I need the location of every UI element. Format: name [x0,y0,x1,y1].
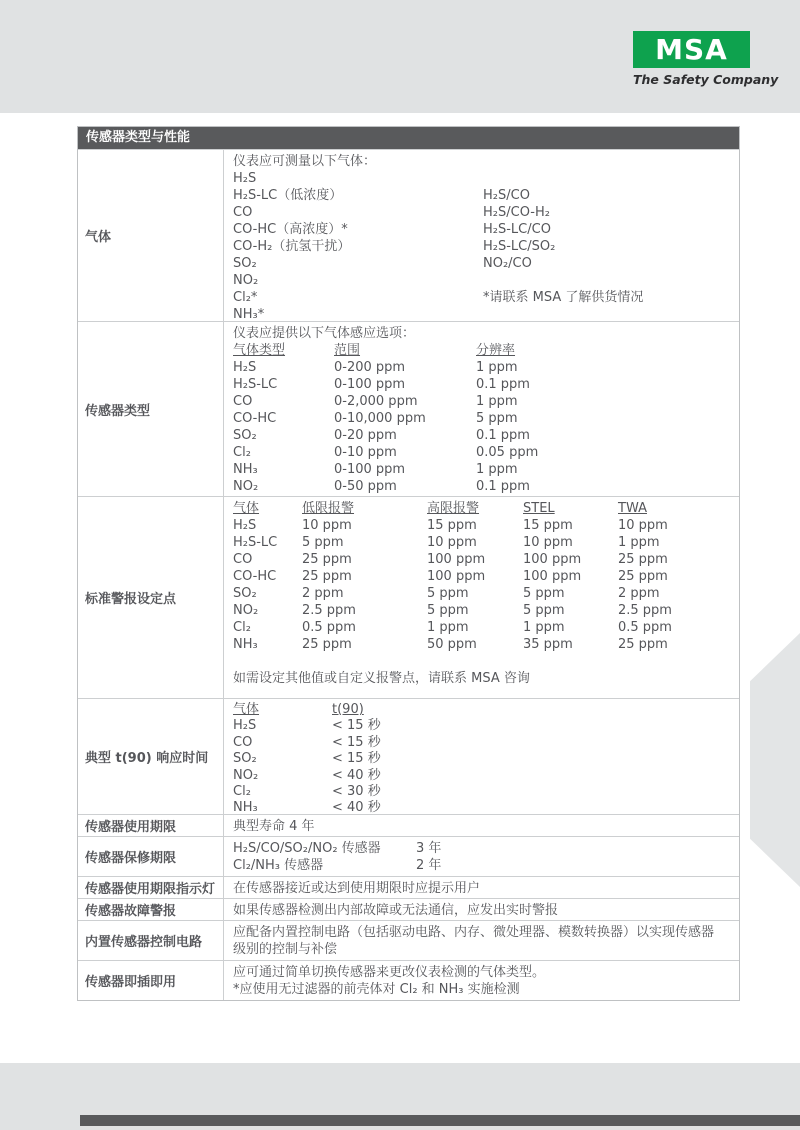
col-header-gas-type: 气体类型 [233,343,286,358]
row-warranty [78,836,739,876]
col-header-t90-gas: 气体 [233,702,260,717]
sensor-resolution: 1 ppm [476,360,518,375]
sensor-resolution: 0.1 ppm [476,479,530,494]
gas-name: SO₂ [233,256,257,271]
gas-combo: H₂S/CO [483,188,530,203]
warranty-sensors: Cl₂/NH₃ 传感器 [233,858,324,873]
eol-indicator-text: 在传感器接近或达到使用期限时应提示用户 [233,881,481,896]
t90-time: < 40 秒 [332,767,381,783]
t90-gas: CO [233,734,253,750]
warranty-content [224,837,739,876]
plug-and-play-line1: 应可通过简单切换传感器来更改仪表检测的气体类型。 [233,965,546,980]
sensor-gas: CO [233,394,253,409]
alarm-gas: NO₂ [233,603,259,618]
col-header-t90: t(90) [332,702,364,717]
alarm-twa: 25 ppm [618,552,668,567]
alarm-twa: 10 ppm [618,518,668,533]
gas-combo: *请联系 MSA 了解供货情况 [483,290,644,305]
sensor-resolution: 1 ppm [476,462,518,477]
warranty-years: 3 年 [416,841,442,856]
row-fault-alarm [78,898,739,920]
row-plug-and-play [78,960,739,1000]
alarm-twa: 1 ppm [618,535,660,550]
msa-logo [633,31,779,87]
t90-time: < 15 秒 [332,734,381,750]
alarm-low: 25 ppm [302,637,352,652]
builtin-control-line1: 应配备内置控制电路（包括驱动电路、内存、微处理器、模数转换器）以实现传感器 [233,925,715,940]
alarm-low: 25 ppm [302,552,352,567]
alarm-gas: CO [233,552,253,567]
sensor-range: 0-2,000 ppm [334,394,418,409]
alarm-gas: SO₂ [233,586,257,601]
sensor-resolution: 5 ppm [476,411,518,426]
alarm-low: 0.5 ppm [302,620,356,635]
t90-header-row [233,702,739,718]
row-alarms [78,496,739,698]
t90-gas: H₂S [233,718,257,734]
sensor-types-grid [233,359,739,495]
alarm-stel: 5 ppm [523,586,565,601]
row-label-alarms: 标准警报设定点 [78,497,224,698]
sensor-gas: H₂S-LC [233,377,278,392]
sensor-gas: H₂S [233,360,257,375]
gas-name: H₂S [233,171,257,186]
col-header-low-alarm: 低限报警 [302,501,355,516]
sensor-resolution: 0.1 ppm [476,428,530,443]
gas-combo [483,272,739,289]
sensor-gas: SO₂ [233,428,257,443]
row-label-gases: 气体 [78,150,224,321]
alarm-stel: 10 ppm [523,535,573,550]
alarm-stel: 1 ppm [523,620,565,635]
spec-table [77,126,740,1001]
row-t90 [78,698,739,814]
alarm-stel: 35 ppm [523,637,573,652]
gas-name: NO₂ [233,273,259,288]
alarm-twa: 25 ppm [618,637,668,652]
alarm-gas: H₂S-LC [233,535,278,550]
gas-combo: H₂S/CO-H₂ [483,205,550,220]
plug-and-play-line2: *应使用无过滤器的前壳体对 Cl₂ 和 NH₃ 实施检测 [233,982,520,997]
warranty-grid [233,840,739,874]
table-title: 传感器类型与性能 [78,127,739,149]
alarm-gas: NH₃ [233,637,258,652]
alarm-high: 5 ppm [427,586,469,601]
fault-alarm-text: 如果传感器检测出内部故障或无法通信，应发出实时警报 [233,903,559,918]
col-header-stel: STEL [523,501,555,516]
sensor-types-header-row [233,342,739,359]
alarm-high: 5 ppm [427,603,469,618]
sensor-types-content [224,322,739,496]
alarm-high: 1 ppm [427,620,469,635]
msa-logo-box [633,31,750,68]
plug-and-play-content [224,961,739,1000]
sensor-resolution: 1 ppm [476,394,518,409]
sensor-range: 0-100 ppm [334,462,406,477]
row-label-sensor-types: 传感器类型 [78,322,224,496]
row-sensor-life [78,814,739,836]
alarm-gas: H₂S [233,518,257,533]
builtin-control-line2: 级别的控制与补偿 [233,942,338,957]
row-eol-indicator [78,876,739,898]
gas-combo: H₂S-LC/SO₂ [483,239,556,254]
alarm-stel: 100 ppm [523,569,582,584]
gas-combo [483,170,739,187]
gases-grid [233,153,739,323]
gas-combo: H₂S-LC/CO [483,222,551,237]
alarm-high: 15 ppm [427,518,477,533]
sensor-resolution: 0.1 ppm [476,377,530,392]
alarm-twa: 2 ppm [618,586,660,601]
row-label-fault-alarm: 传感器故障警报 [78,899,224,920]
gas-name: Cl₂* [233,290,258,305]
alarm-low: 2.5 ppm [302,603,356,618]
row-label-builtin-control: 内置传感器控制电路 [78,921,224,960]
col-header-range: 范围 [334,343,361,358]
msa-logo-text: MSA [655,32,728,66]
gas-name: H₂S-LC（低浓度） [233,188,343,203]
row-label-t90: 典型 t(90) 响应时间 [78,699,224,814]
col-header-gas: 气体 [233,501,260,516]
alarm-high: 10 ppm [427,535,477,550]
row-gases [78,149,739,321]
sensor-gas: Cl₂ [233,445,251,460]
t90-time: < 15 秒 [332,751,381,767]
col-header-resolution: 分辨率 [476,343,516,358]
alarm-low: 10 ppm [302,518,352,533]
footer-bar [80,1115,800,1126]
sensor-range: 0-100 ppm [334,377,406,392]
t90-gas: Cl₂ [233,784,251,800]
gas-name: CO-H₂（抗氢干扰） [233,239,351,254]
gas-combo: NO₂/CO [483,256,532,271]
alarms-content [224,497,739,698]
warranty-sensors: H₂S/CO/SO₂/NO₂ 传感器 [233,841,381,856]
alarms-note: 如需设定其他值或自定义报警点，请联系 MSA 咨询 [233,671,530,686]
col-header-high-alarm: 高限报警 [427,501,480,516]
gas-name: 仪表应可测量以下气体： [233,154,377,169]
row-builtin-control [78,920,739,960]
alarm-high: 100 ppm [427,569,486,584]
gas-combo [483,306,739,323]
alarm-twa: 25 ppm [618,569,668,584]
row-label-sensor-life: 传感器使用期限 [78,815,224,836]
sensor-resolution: 0.05 ppm [476,445,539,460]
sensor-gas: NH₃ [233,462,258,477]
alarm-stel: 15 ppm [523,518,573,533]
row-label-warranty: 传感器保修期限 [78,837,224,876]
gas-name: NH₃* [233,307,265,322]
gases-content [224,150,739,321]
alarm-twa: 2.5 ppm [618,603,672,618]
sensor-range: 0-200 ppm [334,360,406,375]
alarms-header-row [233,500,739,517]
gas-name: CO [233,205,253,220]
alarm-high: 50 ppm [427,637,477,652]
sensor-range: 0-50 ppm [334,479,397,494]
sensor-life-text: 典型寿命 4 年 [233,819,315,834]
alarm-stel: 100 ppm [523,552,582,567]
sensor-gas: NO₂ [233,479,259,494]
alarm-gas: CO-HC [233,569,277,584]
alarm-gas: Cl₂ [233,620,251,635]
sensor-gas: CO-HC [233,411,277,426]
t90-content [224,699,739,814]
sensor-range: 0-10 ppm [334,445,397,460]
gas-name: CO-HC（高浓度）* [233,222,348,237]
chevron-watermark [750,633,800,887]
t90-gas: NH₃ [233,800,258,816]
sensor-range: 0-20 ppm [334,428,397,443]
alarm-stel: 5 ppm [523,603,565,618]
t90-gas: SO₂ [233,751,257,767]
alarm-low: 25 ppm [302,569,352,584]
alarms-grid [233,517,739,653]
msa-logo-tagline: The Safety Company [633,72,779,87]
gas-combo [483,153,739,170]
t90-time: < 40 秒 [332,800,381,816]
row-sensor-types [78,321,739,496]
row-label-plug-and-play: 传感器即插即用 [78,961,224,1000]
sensor-types-intro: 仪表应提供以下气体感应选项： [233,326,416,341]
warranty-years: 2 年 [416,858,442,873]
t90-time: < 15 秒 [332,718,381,734]
sensor-range: 0-10,000 ppm [334,411,426,426]
row-label-eol-indicator: 传感器使用期限指示灯 [78,877,224,898]
t90-gas: NO₂ [233,767,259,783]
t90-grid [233,718,739,816]
builtin-control-content [224,921,739,960]
alarm-high: 100 ppm [427,552,486,567]
alarm-twa: 0.5 ppm [618,620,672,635]
alarm-low: 5 ppm [302,535,344,550]
alarm-low: 2 ppm [302,586,344,601]
col-header-twa: TWA [618,501,647,516]
t90-time: < 30 秒 [332,784,381,800]
